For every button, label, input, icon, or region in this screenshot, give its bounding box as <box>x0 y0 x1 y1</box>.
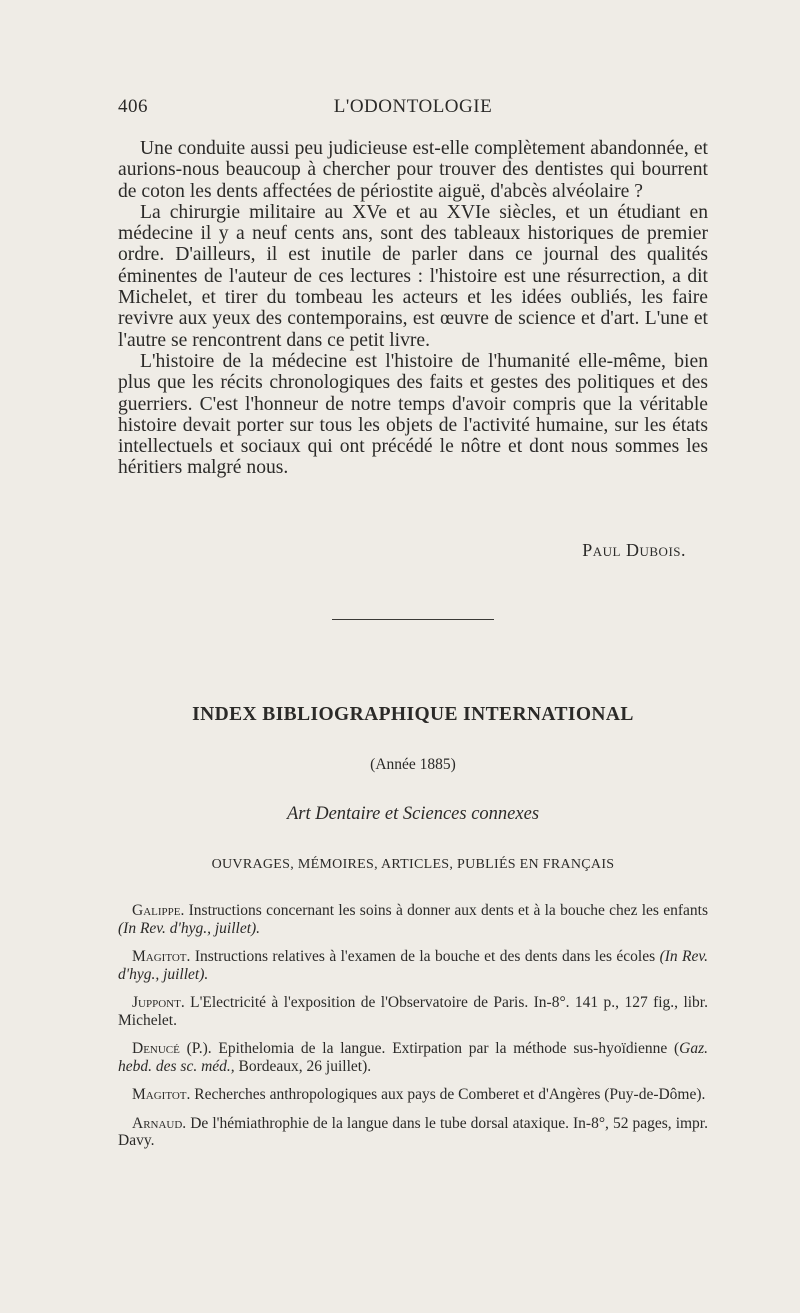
bibliography-entry <box>118 1040 708 1075</box>
entry-text: Recherches anthropologiques aux pays de Comberet et d'Angères (Puy-de-Dôme). <box>190 1086 706 1103</box>
paragraph: Une conduite aussi peu judicieuse est-elle complètement abandonnée, et aurions-nous beaucoup à chercher pour trouver des dentistes qui bourrent de coton les dents affectées de périostite aiguë, d'abcès alvéolaire ? <box>118 138 708 202</box>
index-section-heading: OUVRAGES, MÉMOIRES, ARTICLES, PUBLIÉS EN FRANÇAIS <box>211 857 615 872</box>
index-year: (Année 1885) <box>370 756 456 773</box>
index-title: INDEX BIBLIOGRAPHIQUE INTERNATIONAL <box>192 704 634 725</box>
entry-source: Gaz. hebd. des sc. méd., <box>118 1040 708 1075</box>
entry-text: L'Electricité à l'exposition de l'Observatoire de Paris. In-8°. 141 p., 127 fig., libr. Michelet. <box>118 994 708 1029</box>
entry-author: Galippe. <box>132 902 185 919</box>
entry-text: Instructions concernant les soins à donner aux dents et à la bouche chez les enfants <box>184 902 708 919</box>
section-divider <box>332 619 494 620</box>
bibliography-entry <box>118 902 708 937</box>
bibliography-entry <box>118 948 708 983</box>
bibliography-entry <box>118 994 708 1029</box>
entry-author: Arnaud. <box>132 1114 187 1132</box>
author-signature: Paul Dubois. <box>582 540 686 560</box>
entry-tail: Bordeaux, 26 juillet). <box>234 1057 372 1075</box>
page-number: 406 <box>118 96 148 117</box>
bibliography-list <box>118 902 708 1161</box>
entry-author: Magitot. <box>132 1086 191 1103</box>
bibliography-entry <box>118 1086 708 1104</box>
entry-author: Denucé <box>132 1040 180 1057</box>
entry-author: Juppont. <box>132 994 185 1011</box>
article-body <box>118 138 708 479</box>
journal-title: L'ODONTOLOGIE <box>333 96 493 117</box>
bibliography-entry <box>118 1115 708 1150</box>
index-subtitle: Art Dentaire et Sciences connexes <box>286 804 540 824</box>
entry-source: (In Rev. d'hyg., juillet). <box>118 919 261 937</box>
entry-text: (P.). Epithelomia de la langue. Extirpation par la méthode sus-hyoïdienne ( <box>179 1040 680 1057</box>
entry-text: De l'hémiathrophie de la langue dans le tube dorsal ataxique. In-8°, 52 pages, impr. Davy. <box>118 1114 708 1149</box>
paragraph: La chirurgie militaire au XVe et au XVIe siècles, et un étudiant en médecine il y a neuf cents ans, sont des tableaux historiques de premier ordre. D'ailleurs, il est inutile de parler dans ce journal des qualités éminentes de l'auteur de ces lectures : l'histoire est une résurrection, a dit Michelet, et tirer du tombeau les acteurs et les idées oubliés, les faire revivre aux yeux des contemporains, est œuvre de science et d'art. L'une et l'autre se rencontrent dans ce petit livre. <box>118 201 708 351</box>
entry-text: Instructions relatives à l'examen de la bouche et des dents dans les écoles <box>190 948 660 965</box>
entry-source: (In Rev. d'hyg., juillet). <box>118 948 709 983</box>
entry-author: Magitot. <box>132 948 191 965</box>
running-head <box>118 96 708 122</box>
paragraph: L'histoire de la médecine est l'histoire de l'humanité elle-même, bien plus que les récits chronologiques des faits et gestes des politiques et des guerriers. C'est l'honneur de notre temps d'avoir compris que la véritable histoire devait porter sur tous les objets de l'activité humaine, sur les états intellectuels et sociaux qui ont précédé le nôtre et dont nous sommes les héritiers malgré nous. <box>118 350 708 479</box>
